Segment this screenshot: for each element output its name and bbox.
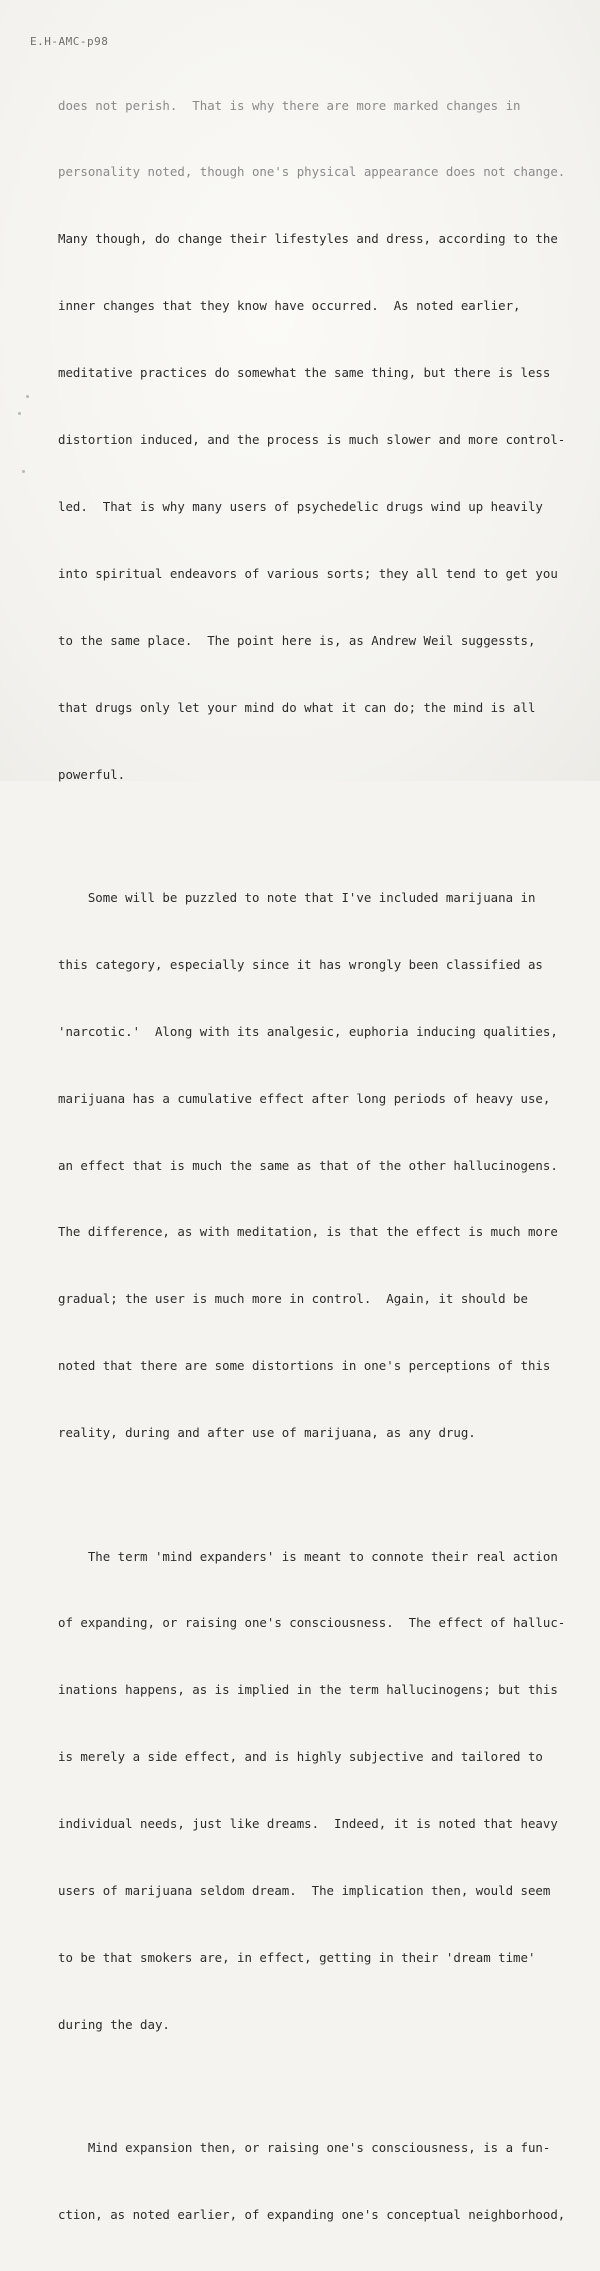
text-line: this category, especially since it has wrongly been classified as xyxy=(58,956,543,972)
text-line: inner changes that they know have occurred. As noted earlier, xyxy=(58,298,521,314)
text-line: 'narcotic.' Along with its analgesic, euphoria inducing qualities, xyxy=(58,1023,558,1039)
text-line: inations happens, as is implied in the term hallucinogens; but this xyxy=(58,1682,558,1698)
text-line: does not perish. That is why there are more marked changes in xyxy=(58,97,521,113)
text-line: meditative practices do somewhat the same thing, but there is less xyxy=(58,365,551,381)
text-line: The term 'mind expanders' is meant to connote their real action xyxy=(58,1548,558,1564)
text-line: Many though, do change their lifestyles and dress, according to the xyxy=(58,231,558,247)
text-line: marijuana has a cumulative effect after long periods of heavy use, xyxy=(58,1090,551,1106)
text-line: powerful. xyxy=(58,766,126,782)
scan-speck xyxy=(22,470,25,473)
text-line: during the day. xyxy=(58,2016,170,2032)
scan-speck xyxy=(18,412,21,415)
paragraph-gap xyxy=(58,1489,588,1501)
paragraph-gap xyxy=(58,2081,588,2093)
text-line: into spiritual endeavors of various sorts; they all tend to get you xyxy=(58,565,558,581)
text-line: to be that smokers are, in effect, getting in their 'dream time' xyxy=(58,1949,536,1965)
text-line: that drugs only let your mind do what it can do; the mind is all xyxy=(58,699,536,715)
text-line: reality, during and after use of marijuana, as any drug. xyxy=(58,1425,476,1441)
text-line: noted that there are some distortions in one's perceptions of this xyxy=(58,1358,551,1374)
text-line: gradual; the user is much more in control. Again, it should be xyxy=(58,1291,528,1307)
text-line: ction, as noted earlier, of expanding one's conceptual neighborhood, xyxy=(58,2207,566,2223)
text-line: is merely a side effect, and is highly subjective and tailored to xyxy=(58,1749,543,1765)
text-line: of expanding, or raising one's consciousness. The effect of halluc- xyxy=(58,1615,566,1631)
scan-speck xyxy=(26,395,29,398)
text-line: distortion induced, and the process is much slower and more control- xyxy=(58,432,566,448)
text-line: users of marijuana seldom dream. The implication then, would seem xyxy=(58,1883,551,1899)
text-line: an effect that is much the same as that of the other hallucinogens. xyxy=(58,1157,558,1173)
page-reference: E.H-AMC-p98 xyxy=(30,35,109,48)
text-line: led. That is why many users of psychedelic drugs wind up heavily xyxy=(58,498,543,514)
paragraph-gap xyxy=(58,830,588,842)
text-line: individual needs, just like dreams. Indeed, it is noted that heavy xyxy=(58,1816,558,1832)
text-line: personality noted, though one's physical appearance does not change. xyxy=(58,164,566,180)
document-body xyxy=(58,50,588,2271)
text-line: The difference, as with meditation, is that the effect is much more xyxy=(58,1224,558,1240)
text-line: Some will be puzzled to note that I've included marijuana in xyxy=(58,889,536,905)
text-line: Mind expansion then, or raising one's consciousness, is a fun- xyxy=(58,2140,551,2156)
text-line: to the same place. The point here is, as Andrew Weil suggessts, xyxy=(58,632,536,648)
